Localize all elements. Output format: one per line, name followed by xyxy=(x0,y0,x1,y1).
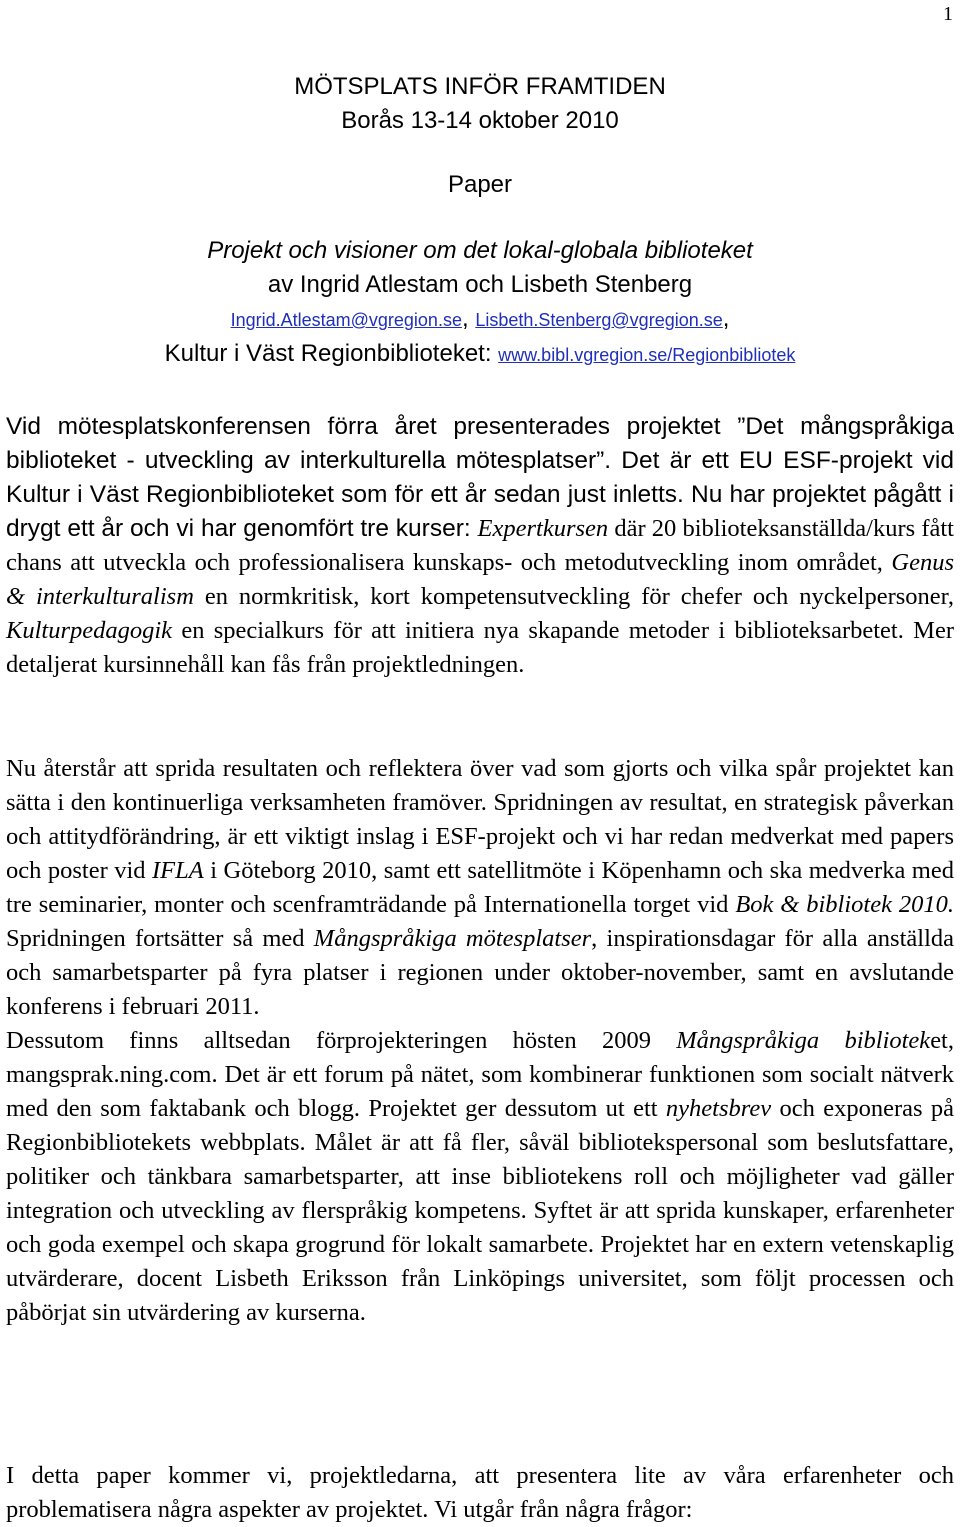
text-span: Spridningen fortsätter så med xyxy=(6,925,314,952)
course-kulturpedagogik: Kulturpedagogik xyxy=(6,617,173,644)
paragraph-dissemination xyxy=(6,752,954,1330)
paper-header xyxy=(0,70,960,372)
text-span: i Göteborg 2010, samt ett satellitmöte i Köpenhamn och ska medverka med tre seminarier, monter och scenframträdande på Internationella torget vid xyxy=(6,857,954,918)
email-trailing-comma: , xyxy=(722,305,730,332)
paragraph-intro xyxy=(6,410,954,682)
paper-title: Projekt och visioner om det lokal-globala biblioteket xyxy=(207,237,753,264)
text-span: en normkritisk, kort kompetensutveckling för chefer och nyckelpersoner, xyxy=(193,583,954,610)
mangsprakiga-motesplatser-reference: Mångspråkiga mötesplatser xyxy=(313,925,592,952)
event-place-date: Borås 13-14 oktober 2010 xyxy=(341,107,619,134)
paragraph-purpose xyxy=(6,1459,954,1527)
event-title: MÖTSPLATS INFÖR FRAMTIDEN xyxy=(294,73,666,100)
text-span: et, mangsprak.ning.com. Det är ett forum på nätet, som kombinerar funktionen som socialt nätverk med den som faktabank och blogg. Projektet ger dessutom ut ett xyxy=(6,1027,954,1122)
email-link-lisbeth[interactable]: Lisbeth.Stenberg@vgregion.se xyxy=(475,310,723,330)
text-span: en specialkurs för att initiera nya skapande metoder i biblioteksarbetet. Mer detaljerat kursinnehåll kan fås från projektledningen. xyxy=(6,617,954,678)
text-span: Nu återstår att sprida resultaten och reflektera över vad som gjorts och vilka spår projektet kan sätta i den kontinuerliga verksamheten framöver. Spridningen av resultat, en strategisk påverkan och attitydförändring, är ett viktigt inslag i ESF-projekt och vi har redan medverkat med papers och poster vid xyxy=(6,755,954,884)
email-separator: , xyxy=(461,305,476,332)
page-number: 1 xyxy=(943,3,953,25)
organization-line xyxy=(0,337,960,372)
ifla-reference: IFLA xyxy=(152,857,204,884)
course-expertkursen: Expertkursen xyxy=(477,515,609,542)
mangsprakiga-biblioteket-reference: Mångspråkiga bibliotek xyxy=(676,1027,931,1054)
text-span: och exponeras på Regionbibliotekets webbplats. Målet är att få fler, såväl bibliotekspersonal som beslutsfattare, politiker och tänkbara samarbetsparter, att inse bibliotekens roll och möjligheter vad gäller integration och utveckling av flerspråkig kompetens. Syftet är att sprida kunskaper, erfarenheter och goda exempel och skapa grogrund för lokalt samarbete. Projektet har en extern vetenskaplig utvärderare, docent Lisbeth Eriksson från Linköpings universitet, som följt processen och påbörjat sin utvärdering av kurserna. xyxy=(6,1095,954,1326)
paragraph-forum xyxy=(6,1024,954,1330)
intro-sentence: Vid mötesplatskonferensen förra året presenterades projektet ”Det mångspråkiga biblioteket - utveckling av interkulturella mötesplatser”. xyxy=(6,413,954,474)
document-type: Paper xyxy=(447,171,513,198)
email-line xyxy=(0,302,960,337)
text-span: där 20 biblioteksanställda/kurs fått chans att utveckla och professionalisera kunskaps- och metodutveckling inom området, xyxy=(6,515,954,576)
paper-authors: av Ingrid Atlestam och Lisbeth Stenberg xyxy=(267,271,693,298)
nyhetsbrev-reference: nyhetsbrev xyxy=(665,1095,772,1122)
text-span: , inspirationsdagar för alla anställda och samarbetsparter på fyra platser i regionen under oktober-november, samt en avslutande konferens i februari 2011. xyxy=(6,925,955,1020)
organization-website-link[interactable]: www.bibl.vgregion.se/Regionbibliotek xyxy=(498,345,796,365)
organization-label: Kultur i Väst Regionbiblioteket: xyxy=(164,340,499,367)
course-genus: Genus & interkulturalism xyxy=(6,549,954,610)
bok-bibliotek-reference: Bok & bibliotek 2010. xyxy=(735,891,954,918)
email-link-ingrid[interactable]: Ingrid.Atlestam@vgregion.se xyxy=(230,310,462,330)
text-span: I detta paper kommer vi, projektledarna, att presentera lite av våra erfarenheter och problematisera några aspekter av projektet. Vi utgår från några frågor: xyxy=(6,1462,954,1523)
text-span: Dessutom finns alltsedan förprojekteringen hösten 2009 xyxy=(6,1027,677,1054)
esf-sentence: Det är ett EU ESF-projekt vid Kultur i Väst Regionbiblioteket som för ett år sedan just inletts. Nu har projektet pågått i drygt ett år och vi har genomfört tre kurser: xyxy=(6,447,954,542)
